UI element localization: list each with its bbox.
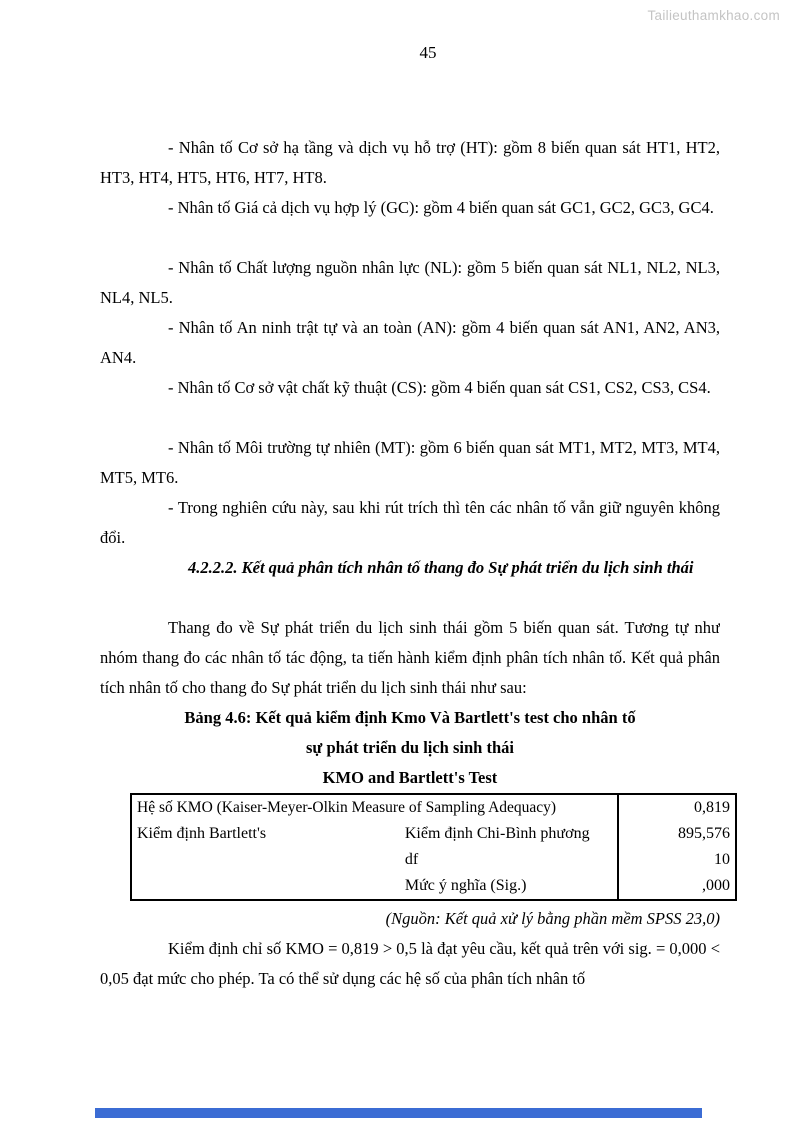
empty-cell [131,873,400,900]
chi-square-label: Kiểm định Chi-Bình phương [404,825,590,842]
watermark: Tailieuthamkhao.com [647,8,780,23]
paragraph-factor-ht: - Nhân tố Cơ sở hạ tầng và dịch vụ hỗ trợ (HT): gồm 8 biến quan sát HT1, HT2, HT3, HT4, HT5, HT6, HT7, HT8. [100,138,720,187]
table-caption-line2: sự phát triển du lịch sinh thái [306,738,514,757]
sig-label: Mức ý nghĩa (Sig.) [404,877,527,894]
sig-value: ,000 [618,873,736,900]
paragraph-factor-gc: - Nhân tố Giá cả dịch vụ hợp lý (GC): gồm 4 biến quan sát GC1, GC2, GC3, GC4. [168,198,714,217]
source-note: (Nguồn: Kết quả xử lý bằng phần mềm SPSS 23,0) [385,909,720,928]
intro-paragraph: Thang đo về Sự phát triển du lịch sinh thái gồm 5 biến quan sát. Tương tự như nhóm thang đo các nhân tố tác động, ta tiến hành kiểm định phân tích nhân tố. Kết quả phân tích nhân tố cho thang đo Sự phát triển du lịch sinh thái như sau: [100,618,720,697]
df-label: df [404,851,419,868]
closing-paragraph: Kiểm định chỉ số KMO = 0,819 > 0,5 là đạt yêu cầu, kết quả trên với sig. = 0,000 < 0,05 đạt mức cho phép. Ta có thể sử dụng các hệ số của phân tích nhân tố [100,939,720,988]
bartlett-group-label: Kiểm định Bartlett's [137,825,267,842]
table-row-kmo [131,794,736,821]
table-title: KMO and Bartlett's Test [322,768,498,787]
footer-accent-bar [95,1108,702,1118]
df-value: 10 [618,847,736,873]
kmo-measure-label: Hệ số KMO (Kaiser-Meyer-Olkin Measure of Sampling Adequacy) [137,799,557,816]
table-row-sig [131,873,736,900]
section-heading: 4.2.2.2. Kết quả phân tích nhân tố thang đo Sự phát triển du lịch sinh thái [188,558,694,577]
page-number: 45 [419,43,437,62]
table-row-chi-square [131,821,736,847]
kmo-bartlett-table [130,793,737,901]
kmo-measure-value: 0,819 [618,794,736,821]
chi-square-value: 895,576 [618,821,736,847]
table-row-df [131,847,736,873]
empty-cell [131,847,400,873]
paragraph-factor-nl: - Nhân tố Chất lượng nguồn nhân lực (NL): gồm 5 biến quan sát NL1, NL2, NL3, NL4, NL5. [100,258,720,307]
paragraph-factor-an: - Nhân tố An ninh trật tự và an toàn (AN): gồm 4 biến quan sát AN1, AN2, AN3, AN4. [100,318,720,367]
paragraph-factor-cs: - Nhân tố Cơ sở vật chất kỹ thuật (CS): gồm 4 biến quan sát CS1, CS2, CS3, CS4. [168,378,711,397]
paragraph-factor-mt: - Nhân tố Môi trường tự nhiên (MT): gồm 6 biến quan sát MT1, MT2, MT3, MT4, MT5, MT6. [100,438,720,487]
paragraph-note: - Trong nghiên cứu này, sau khi rút trích thì tên các nhân tố vẫn giữ nguyên không đổi. [100,498,720,547]
table-caption-line1: Bảng 4.6: Kết quả kiểm định Kmo Và Bartlett's test cho nhân tố [184,708,636,727]
page-content [100,133,730,994]
